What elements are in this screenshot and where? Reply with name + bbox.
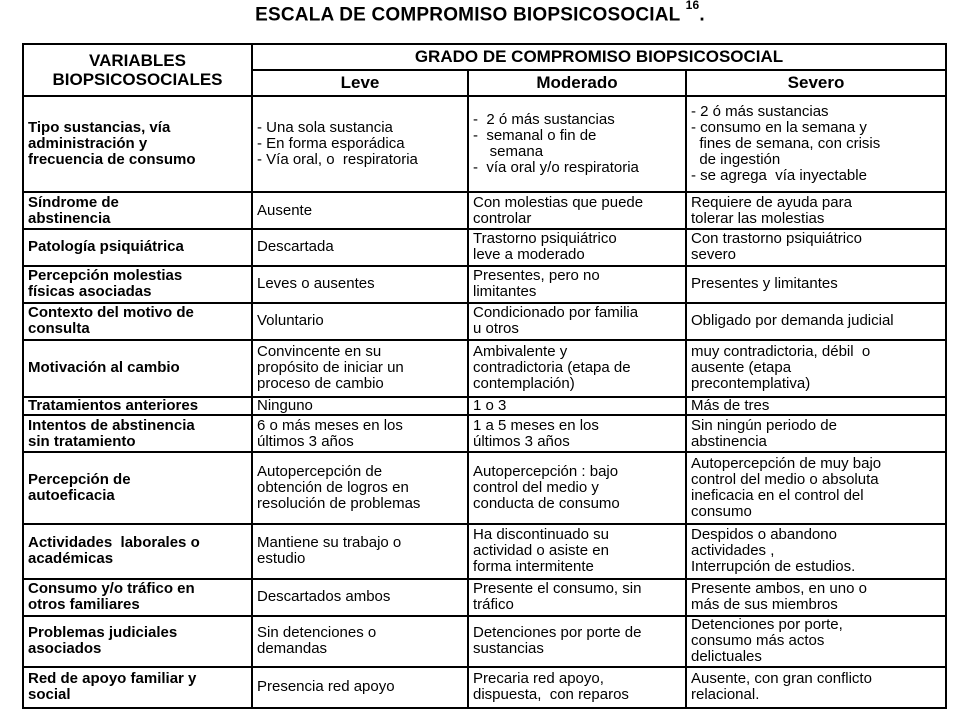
cell-line: ineficacia en el control del [691,486,864,504]
title-superscript: 16 [685,0,700,12]
cell-line: - Vía oral, o respiratoria [257,151,418,169]
cell-line: Descartados ambos [257,588,391,606]
cell-line: sin tratamiento [28,432,136,450]
table-row [23,524,946,579]
cell-severo [686,524,946,579]
cell-line: Síndrome de [28,193,119,211]
cell-moderado [468,667,686,708]
cell-line: Descartada [257,238,334,256]
cell-line: Autopercepción : bajo [473,462,619,480]
cell-line: Despidos o abandono [691,526,837,544]
cell-leve [252,524,468,579]
cell-line: Más de tres [691,397,770,414]
table-row [23,452,946,524]
cell-line: últimos 3 años [473,432,570,450]
cell-line: Ausente [257,201,313,219]
cell-line: Tratamientos anteriores [28,397,199,414]
cell-line: Contexto del motivo de [28,304,194,322]
page-title [0,2,960,26]
cell-severo [686,340,946,397]
cell-moderado [468,616,686,667]
cell-variable [23,397,252,415]
cell-leve [252,616,468,667]
header-variables [23,44,252,96]
cell-leve [252,192,468,229]
cell-moderado [468,452,686,524]
cell-line: - vía oral y/o respiratoria [473,159,639,177]
cell-line: actividades , [691,542,775,560]
cell-moderado [468,96,686,192]
cell-line: Requiere de ayuda para [691,193,852,211]
scale-table [22,43,947,709]
cell-variable [23,616,252,667]
cell-line: Patología psiquiátrica [28,238,184,256]
cell-line: social [28,686,71,704]
cell-line: contradictoria (etapa de [473,359,631,377]
cell-line: - 2 ó más sustancias [473,111,615,129]
cell-moderado [468,524,686,579]
title-suffix: . [699,4,705,26]
cell-moderado [468,266,686,303]
cell-leve [252,397,468,415]
cell-severo [686,579,946,616]
cell-line: 6 o más meses en los [257,416,403,434]
title-text: ESCALA DE COMPROMISO BIOPSICOSOCIAL [255,4,681,26]
cell-line: - consumo en la semana y [691,119,867,137]
cell-severo [686,303,946,340]
cell-line: Sin ningún periodo de [691,416,837,434]
table-row [23,192,946,229]
cell-line: Detenciones por porte de [473,624,642,642]
header-moderado: Moderado [468,70,686,96]
cell-line: frecuencia de consumo [28,151,196,169]
cell-leve [252,229,468,266]
cell-line: Ha discontinuado su [473,526,609,544]
table-row [23,340,946,397]
cell-line: otros familiares [28,596,140,614]
table-row [23,397,946,415]
header-leve: Leve [252,70,468,96]
cell-line: asociados [28,640,102,658]
cell-line: Con molestias que puede [473,193,644,211]
cell-line: Presente el consumo, sin [473,580,642,598]
cell-line: Ninguno [257,397,313,414]
table-row [23,579,946,616]
cell-line: - 2 ó más sustancias [691,103,829,121]
cell-line: Actividades laborales o [28,534,200,552]
cell-line: abstinencia [28,209,111,227]
table-row [23,415,946,452]
cell-line: de ingestión [691,151,781,169]
cell-variable [23,96,252,192]
table-row [23,266,946,303]
cell-line: físicas asociadas [28,283,152,301]
cell-line: Sin detenciones o [257,624,377,642]
cell-moderado [468,415,686,452]
cell-line: precontemplativa) [691,375,811,393]
table-row [23,229,946,266]
cell-line: delictuales [691,648,762,666]
cell-line: Interrupción de estudios. [691,558,856,576]
cell-line: limitantes [473,283,537,301]
table-row [23,616,946,667]
cell-line: tolerar las molestias [691,209,825,227]
cell-leve [252,96,468,192]
cell-line: - En forma esporádica [257,135,405,153]
cell-moderado [468,397,686,415]
cell-line: - Una sola sustancia [257,119,393,137]
cell-line: consulta [28,320,90,338]
cell-line: académicas [28,550,114,568]
cell-line: controlar [473,209,532,227]
cell-line: forma intermitente [473,558,594,576]
cell-variable [23,266,252,303]
cell-line: consumo [691,502,752,520]
cell-line: actividad o asiste en [473,542,609,560]
cell-line: propósito de iniciar un [257,359,404,377]
cell-line: Trastorno psiquiátrico [473,230,617,248]
cell-severo [686,192,946,229]
cell-line: demandas [257,640,328,658]
cell-leve [252,667,468,708]
cell-line: contemplación) [473,375,575,393]
cell-line: Autopercepción de muy bajo [691,454,882,472]
cell-leve [252,340,468,397]
cell-variable [23,303,252,340]
cell-variable [23,229,252,266]
cell-severo [686,96,946,192]
cell-line: Detenciones por porte, [691,616,843,634]
header-variables-line: VARIABLES [89,51,186,70]
cell-leve [252,579,468,616]
cell-line: 1 a 5 meses en los [473,416,599,434]
cell-line: Presentes y limitantes [691,275,838,293]
cell-leve [252,415,468,452]
cell-line: semana [473,143,544,161]
cell-line: conducta de consumo [473,494,620,512]
cell-line: obtención de logros en [257,478,409,496]
header-variables-line: BIOPSICOSOCIALES [52,70,223,89]
cell-line: últimos 3 años [257,432,354,450]
cell-leve [252,452,468,524]
cell-moderado [468,192,686,229]
cell-moderado [468,229,686,266]
cell-line: consumo más actos [691,632,825,650]
cell-variable [23,524,252,579]
cell-severo [686,452,946,524]
cell-line: u otros [473,320,519,338]
cell-severo [686,397,946,415]
cell-line: fines de semana, con crisis [691,135,881,153]
cell-line: control del medio y [473,478,599,496]
cell-line: relacional. [691,686,760,704]
table-row [23,96,946,192]
cell-line: Condicionado por familia [473,304,639,322]
cell-line: control del medio o absoluta [691,470,879,488]
cell-line: Ausente, con gran conflicto [691,670,872,688]
cell-line: Presentes, pero no [473,267,600,285]
cell-line: Consumo y/o tráfico en [28,580,195,598]
cell-line: Intentos de abstinencia [28,416,195,434]
cell-line: Convincente en su [257,343,382,361]
cell-severo [686,266,946,303]
cell-moderado [468,340,686,397]
cell-line: Tipo sustancias, vía [28,119,171,137]
cell-line: Obligado por demanda judicial [691,312,894,330]
cell-variable [23,415,252,452]
cell-line: sustancias [473,640,544,658]
cell-line: Presencia red apoyo [257,678,395,696]
cell-line: Motivación al cambio [28,359,180,377]
cell-line: Red de apoyo familiar y [28,670,197,688]
cell-line: abstinencia [691,432,767,450]
cell-line: severo [691,246,737,264]
cell-line: Precaria red apoyo, [473,670,604,688]
cell-line: Problemas judiciales [28,624,178,642]
cell-line: Percepción molestias [28,267,183,285]
cell-severo [686,616,946,667]
cell-line: ausente (etapa [691,359,792,377]
cell-variable [23,452,252,524]
cell-leve [252,266,468,303]
cell-line: tráfico [473,596,514,614]
cell-moderado [468,303,686,340]
cell-line: Presente ambos, en uno o [691,580,867,598]
cell-line: leve a moderado [473,246,585,264]
cell-line: muy contradictoria, débil o [691,343,871,361]
cell-line: Mantiene su trabajo o [257,534,402,552]
header-grado: GRADO DE COMPROMISO BIOPSICOSOCIAL [252,44,946,70]
table-body [23,96,946,708]
cell-line: Leves o ausentes [257,275,375,293]
table-row [23,303,946,340]
cell-line: 1 o 3 [473,397,507,414]
cell-variable [23,340,252,397]
cell-severo [686,229,946,266]
cell-line: resolución de problemas [257,494,421,512]
cell-severo [686,667,946,708]
cell-line: Con trastorno psiquiátrico [691,230,862,248]
header-severo: Severo [686,70,946,96]
cell-leve [252,303,468,340]
cell-line: Autopercepción de [257,462,383,480]
cell-variable [23,579,252,616]
cell-line: dispuesta, con reparos [473,686,629,704]
cell-line: Ambivalente y [473,343,568,361]
cell-line: - se agrega vía inyectable [691,167,867,185]
cell-line: - semanal o fin de [473,127,597,145]
cell-line: Percepción de [28,470,131,488]
cell-line: Voluntario [257,312,324,330]
table-row [23,667,946,708]
cell-line: administración y [28,135,148,153]
cell-line: autoeficacia [28,486,115,504]
cell-moderado [468,579,686,616]
cell-variable [23,667,252,708]
cell-line: estudio [257,550,306,568]
cell-variable [23,192,252,229]
cell-line: proceso de cambio [257,375,384,393]
cell-line: más de sus miembros [691,596,838,614]
cell-severo [686,415,946,452]
